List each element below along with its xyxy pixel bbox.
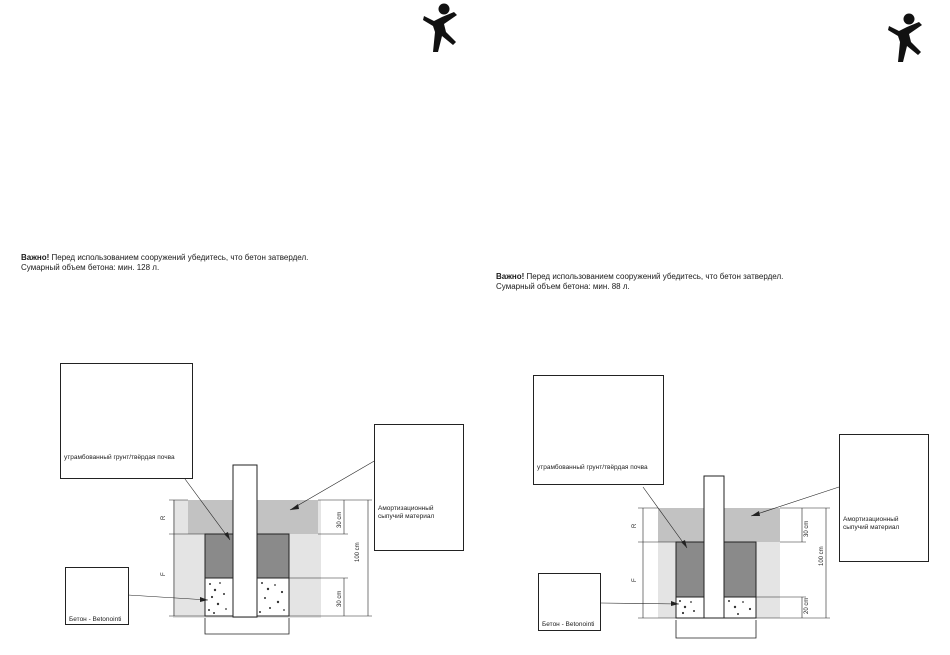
important-text: Перед использованием сооружений убедитесь, что бетон затвердел. xyxy=(49,253,309,262)
compacted-soil-label: утрамбованный грунт/твёрдая почва xyxy=(537,464,648,471)
post xyxy=(233,465,257,617)
concrete-label: Бетон - Betonointi xyxy=(69,616,122,623)
cushion-leader-line xyxy=(290,460,376,510)
concrete-callout xyxy=(538,573,601,631)
compacted-soil-label: утрамбованный грунт/твёрдая почва xyxy=(64,454,175,461)
compacted-soil-callout xyxy=(533,375,664,485)
cushioning-callout xyxy=(374,424,464,551)
important-label: Важно! xyxy=(496,272,525,281)
important-label: Важно! xyxy=(21,253,50,262)
dimension-f-label: F xyxy=(632,578,638,582)
width-dimension xyxy=(676,620,756,638)
concrete-layer-dimension-label: 20 cm xyxy=(804,597,810,614)
concrete-volume-text: Сумарный объем бетона: мин. 128 л. xyxy=(21,263,160,272)
important-text: Перед использованием сооружений убедитесь, что бетон затвердел. xyxy=(524,272,784,281)
right-panel xyxy=(475,0,950,655)
dimension-r-label: R xyxy=(161,515,167,520)
dimension-f-label: F xyxy=(161,572,167,576)
top-layer-dimension-label: 30 cm xyxy=(804,520,810,537)
dimension-r-label: R xyxy=(632,523,638,528)
width-dimension xyxy=(205,618,289,634)
concrete-layer-dimension-label: 30 cm xyxy=(337,590,343,607)
concrete-callout xyxy=(65,567,129,625)
total-depth-dimension-label: 100 cm xyxy=(355,542,361,562)
total-depth-dimension-label: 100 cm xyxy=(819,546,825,566)
concrete-volume-text: Сумарный объем бетона: мин. 88 л. xyxy=(496,282,630,291)
concrete-label: Бетон - Betonointi xyxy=(542,621,595,628)
post xyxy=(704,476,724,618)
top-layer-dimension-label: 30 cm xyxy=(337,511,343,528)
cushioning-label xyxy=(843,516,899,532)
cushioning-label-line1: Амортизационный xyxy=(843,516,899,523)
compacted-soil-callout xyxy=(60,363,193,479)
cushioning-label-line2: сыпучий материал xyxy=(843,524,900,531)
cushioning-callout xyxy=(839,434,929,562)
cushioning-label xyxy=(378,505,434,521)
cushioning-label-line2: сыпучий материал xyxy=(378,513,435,520)
cushioning-label-line1: Амортизационный xyxy=(378,505,434,512)
